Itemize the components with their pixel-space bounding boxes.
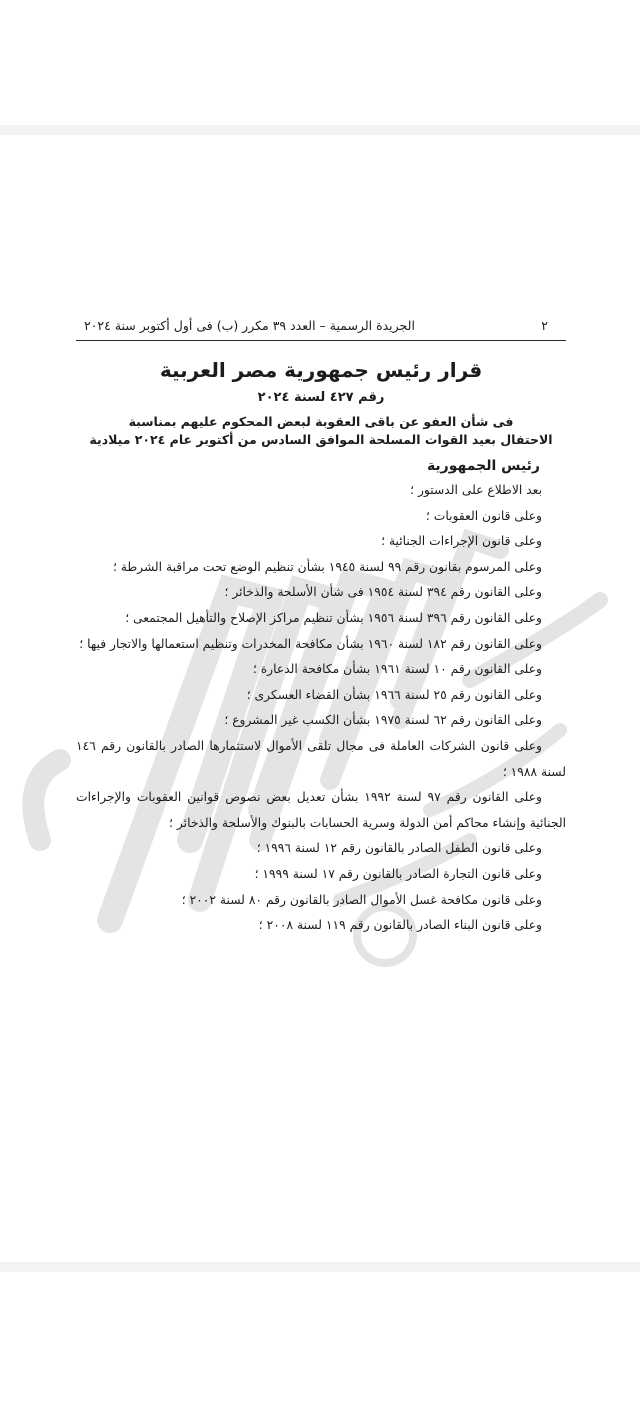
clause: وعلى قانون الإجراءات الجنائية ؛ bbox=[381, 534, 542, 549]
page-number: ٢ bbox=[541, 318, 548, 333]
decree-subject-line: الاحتفال بعيد القوات المسلحة الموافق السادس من أكتوبر عام ٢٠٢٤ ميلادية bbox=[89, 432, 553, 447]
decree-title: قرار رئيس جمهورية مصر العربية bbox=[159, 358, 483, 382]
decree-subject bbox=[76, 413, 566, 449]
clause: وعلى قانون الشركات العاملة فى مجال تلقى الأموال لاستثمارها الصادر بالقانون رقم ١٤٦ لسنة ١٩٨٨ ؛ bbox=[76, 738, 566, 779]
gazette-issue-line: الجريدة الرسمية – العدد ٣٩ مكرر (ب) فى أول أكتوبر سنة ٢٠٢٤ bbox=[84, 318, 415, 333]
clause: وعلى قانون الطفل الصادر بالقانون رقم ١٢ لسنة ١٩٩٦ ؛ bbox=[256, 841, 542, 856]
watermark-stroke bbox=[33, 760, 60, 840]
clause: وعلى القانون رقم ٣٩٦ لسنة ١٩٥٦ بشأن تنظيم مراكز الإصلاح والتأهيل المجتمعى ؛ bbox=[125, 610, 542, 625]
clause: وعلى قانون التجارة الصادر بالقانون رقم ١٧ لسنة ١٩٩٩ ؛ bbox=[254, 866, 542, 881]
clause: وعلى القانون رقم ٩٧ لسنة ١٩٩٢ بشأن تعديل بعض نصوص قوانين العقوبات والإجراءات الجنائية وإنشاء محاكم أمن الدولة وسرية الحسابات بالبنوك والأسلحة والذخائر ؛ bbox=[76, 790, 566, 830]
clause: وعلى قانون مكافحة غسل الأموال الصادر بالقانون رقم ٨٠ لسنة ٢٠٠٢ ؛ bbox=[181, 892, 542, 907]
clause: وعلى القانون رقم ١٨٢ لسنة ١٩٦٠ بشأن مكافحة المخدرات وتنظيم استعمالها والاتجار فيها ؛ bbox=[79, 636, 542, 651]
top-divider-band bbox=[0, 125, 640, 135]
clause: وعلى القانون رقم ١٠ لسنة ١٩٦١ بشأن مكافحة الدعارة ؛ bbox=[252, 662, 542, 677]
clause: وعلى القانون رقم ٣٩٤ لسنة ١٩٥٤ فى شأن الأسلحة والذخائر ؛ bbox=[224, 585, 542, 600]
clause: بعد الاطلاع على الدستور ؛ bbox=[410, 483, 542, 497]
clause: وعلى قانون العقوبات ؛ bbox=[425, 508, 542, 523]
legal-basis-clauses bbox=[76, 478, 566, 939]
clause: وعلى القانون رقم ٢٥ لسنة ١٩٦٦ بشأن القضاء العسكرى ؛ bbox=[246, 687, 542, 702]
gazette-header bbox=[76, 318, 566, 341]
clause: وعلى المرسوم بقانون رقم ٩٩ لسنة ١٩٤٥ بشأن تنظيم الوضع تحت مراقبة الشرطة ؛ bbox=[112, 559, 542, 574]
decree-subject-line: فى شأن العفو عن باقى العقوبة لبعض المحكوم عليهم بمناسبة bbox=[128, 414, 514, 429]
gazette-document bbox=[76, 318, 566, 939]
clause: وعلى قانون البناء الصادر بالقانون رقم ١١٩ لسنة ٢٠٠٨ ؛ bbox=[258, 918, 542, 933]
decree-number: رقم ٤٢٧ لسنة ٢٠٢٤ bbox=[257, 390, 385, 405]
clause: وعلى القانون رقم ٦٢ لسنة ١٩٧٥ بشأن الكسب غير المشروع ؛ bbox=[224, 713, 542, 728]
decree-issuer: رئيس الجمهورية bbox=[426, 458, 540, 474]
bottom-divider-band bbox=[0, 1262, 640, 1272]
